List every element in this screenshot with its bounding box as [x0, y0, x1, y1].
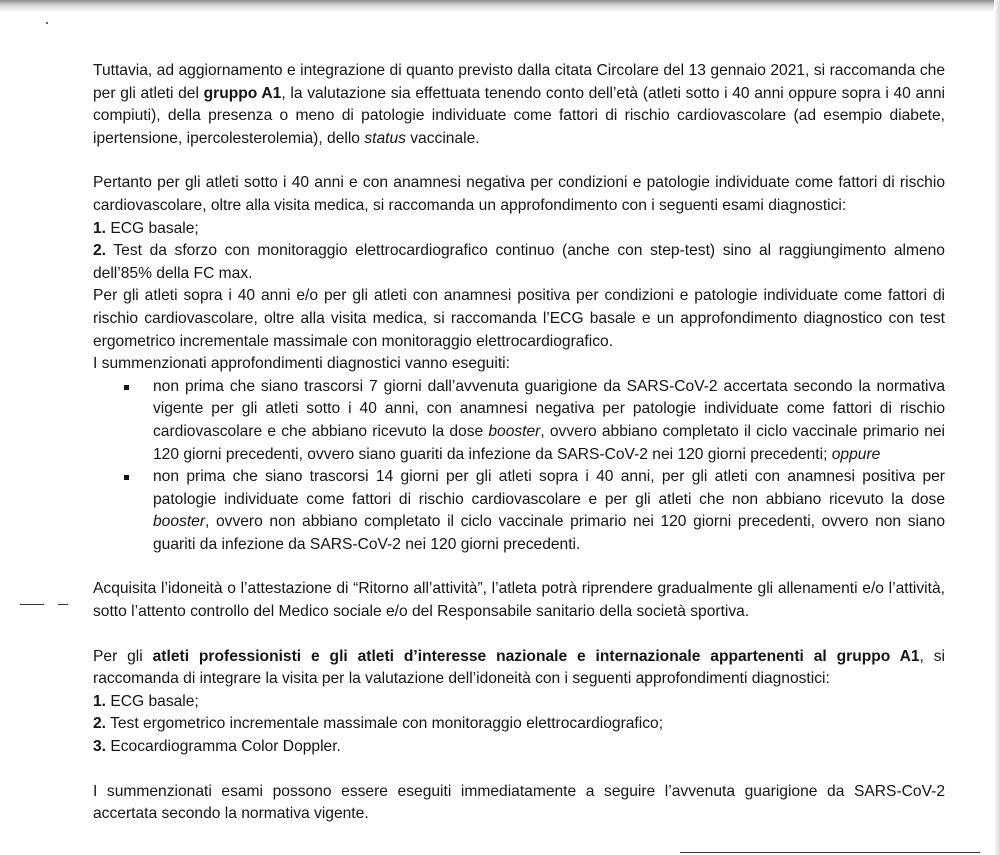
scan-mark — [680, 852, 980, 853]
list-item: 3. Ecocardiogramma Color Doppler. — [93, 738, 341, 756]
italic-status: status — [364, 129, 406, 147]
bold-gruppo-a1: gruppo A1 — [203, 84, 282, 102]
scan-speck — [46, 22, 48, 24]
paragraph-return-to-activity: Acquisita l’idoneità o l’attestazione di “Ritorno all’attività”, l’atleta potrà riprendere gradualmente gli allenamenti e/o l’attività, sotto l’attento controllo del Medico sociale e/o del Responsabile sanitario della società sportiva. — [93, 580, 945, 621]
list-item: 1. ECG basale; — [93, 692, 199, 710]
bullet-item-14-days: non prima che siano trascorsi 14 giorni per gli atleti sopra i 40 anni, per gli atleti con anamnesi positiva per patologie individuate come fattori di rischio cardiovascolare e per gli atleti che non abbiano ricevuto la dose booster, ovvero non abbiano completato il ciclo vaccinale primario nei 120 giorni precedenti, ovvero non siano guariti da infezione da SARS-CoV-2 nei 120 giorni precedenti. — [93, 466, 945, 556]
square-bullet-icon — [124, 475, 129, 480]
scan-mark — [20, 604, 44, 605]
list-item: 2. Test ergometrico incrementale massimale con monitoraggio elettrocardiografico; — [93, 715, 664, 733]
paragraph-timing-intro: I summenzionati approfondimenti diagnostici vanno eseguiti: — [93, 355, 510, 373]
paragraph-immediate-exams: I summenzionati esami possono essere eseguiti immediatamente a seguire l’avvenuta guarigione da SARS-CoV-2 accertata secondo la normativa vigente. — [93, 782, 945, 823]
paragraph-under-40: Pertanto per gli atleti sotto i 40 anni e con anamnesi negativa per condizioni e patologie individuate come fattori di rischio cardiovascolare, oltre alla visita medica, si raccomanda un approfondimento con i seguenti esami diagnostici: — [93, 174, 945, 214]
document-body — [93, 60, 945, 826]
scan-right-shadow — [994, 0, 1000, 855]
scan-top-shadow — [0, 0, 1000, 12]
bold-professional-athletes: atleti professionisti e gli atleti d’interesse nazionale e internazionale appartenenti al gruppo A1 — [152, 647, 920, 665]
timing-bullet-list — [93, 376, 945, 557]
bullet-item-7-days: non prima che siano trascorsi 7 giorni dall’avvenuta guarigione da SARS-CoV-2 accertata secondo la normativa vigente per gli atleti sotto i 40 anni, con anamnesi negativa per patologie individuate come fattori di rischio cardiovascolare e che abbiano ricevuto la dose booster, ovvero abbiano completato il ciclo vaccinale primario nei 120 giorni precedenti, ovvero siano guariti da infezione da SARS-CoV-2 nei 120 giorni precedenti; oppure — [93, 376, 945, 466]
paragraph-gruppo-a1-intro: Tuttavia, ad aggiornamento e integrazione di quanto previsto dalla citata Circolare del 13 gennaio 2021, si raccomanda che per gli atleti del gruppo A1, la valutazione sia effettuata tenendo conto dell’età (atleti sotto i 40 anni oppure sopra i 40 anni compiuti), della presenza o meno di patologie individuate come fattori di rischio cardiovascolare (ad esempio diabete, ipertensione, ipercolesterolemia), dello status vaccinale. — [93, 62, 946, 147]
square-bullet-icon — [124, 385, 129, 390]
list-item: 2. Test da sforzo con monitoraggio elettrocardiografico continuo (anche con step-test) sino al raggiungimento almeno dell’85% della FC max. — [93, 242, 945, 282]
list-item: 1. ECG basale; — [93, 219, 199, 237]
paragraph-over-40: Per gli atleti sopra i 40 anni e/o per gli atleti con anamnesi positiva per condizioni e patologie individuate come fattori di rischio cardiovascolare, oltre alla visita medica, si raccomanda l’ECG basale e un approfondimento diagnostico con test ergometrico incrementale massimale con monitoraggio elettrocardiografico. — [93, 287, 945, 350]
scan-mark — [58, 604, 68, 605]
paragraph-professional-athletes: Per gli atleti professionisti e gli atleti d’interesse nazionale e internazionale appartenenti al gruppo A1, si raccomanda di integrare la visita per la valutazione dell’idoneità con i seguenti approfondimenti diagnostici: — [93, 647, 945, 688]
